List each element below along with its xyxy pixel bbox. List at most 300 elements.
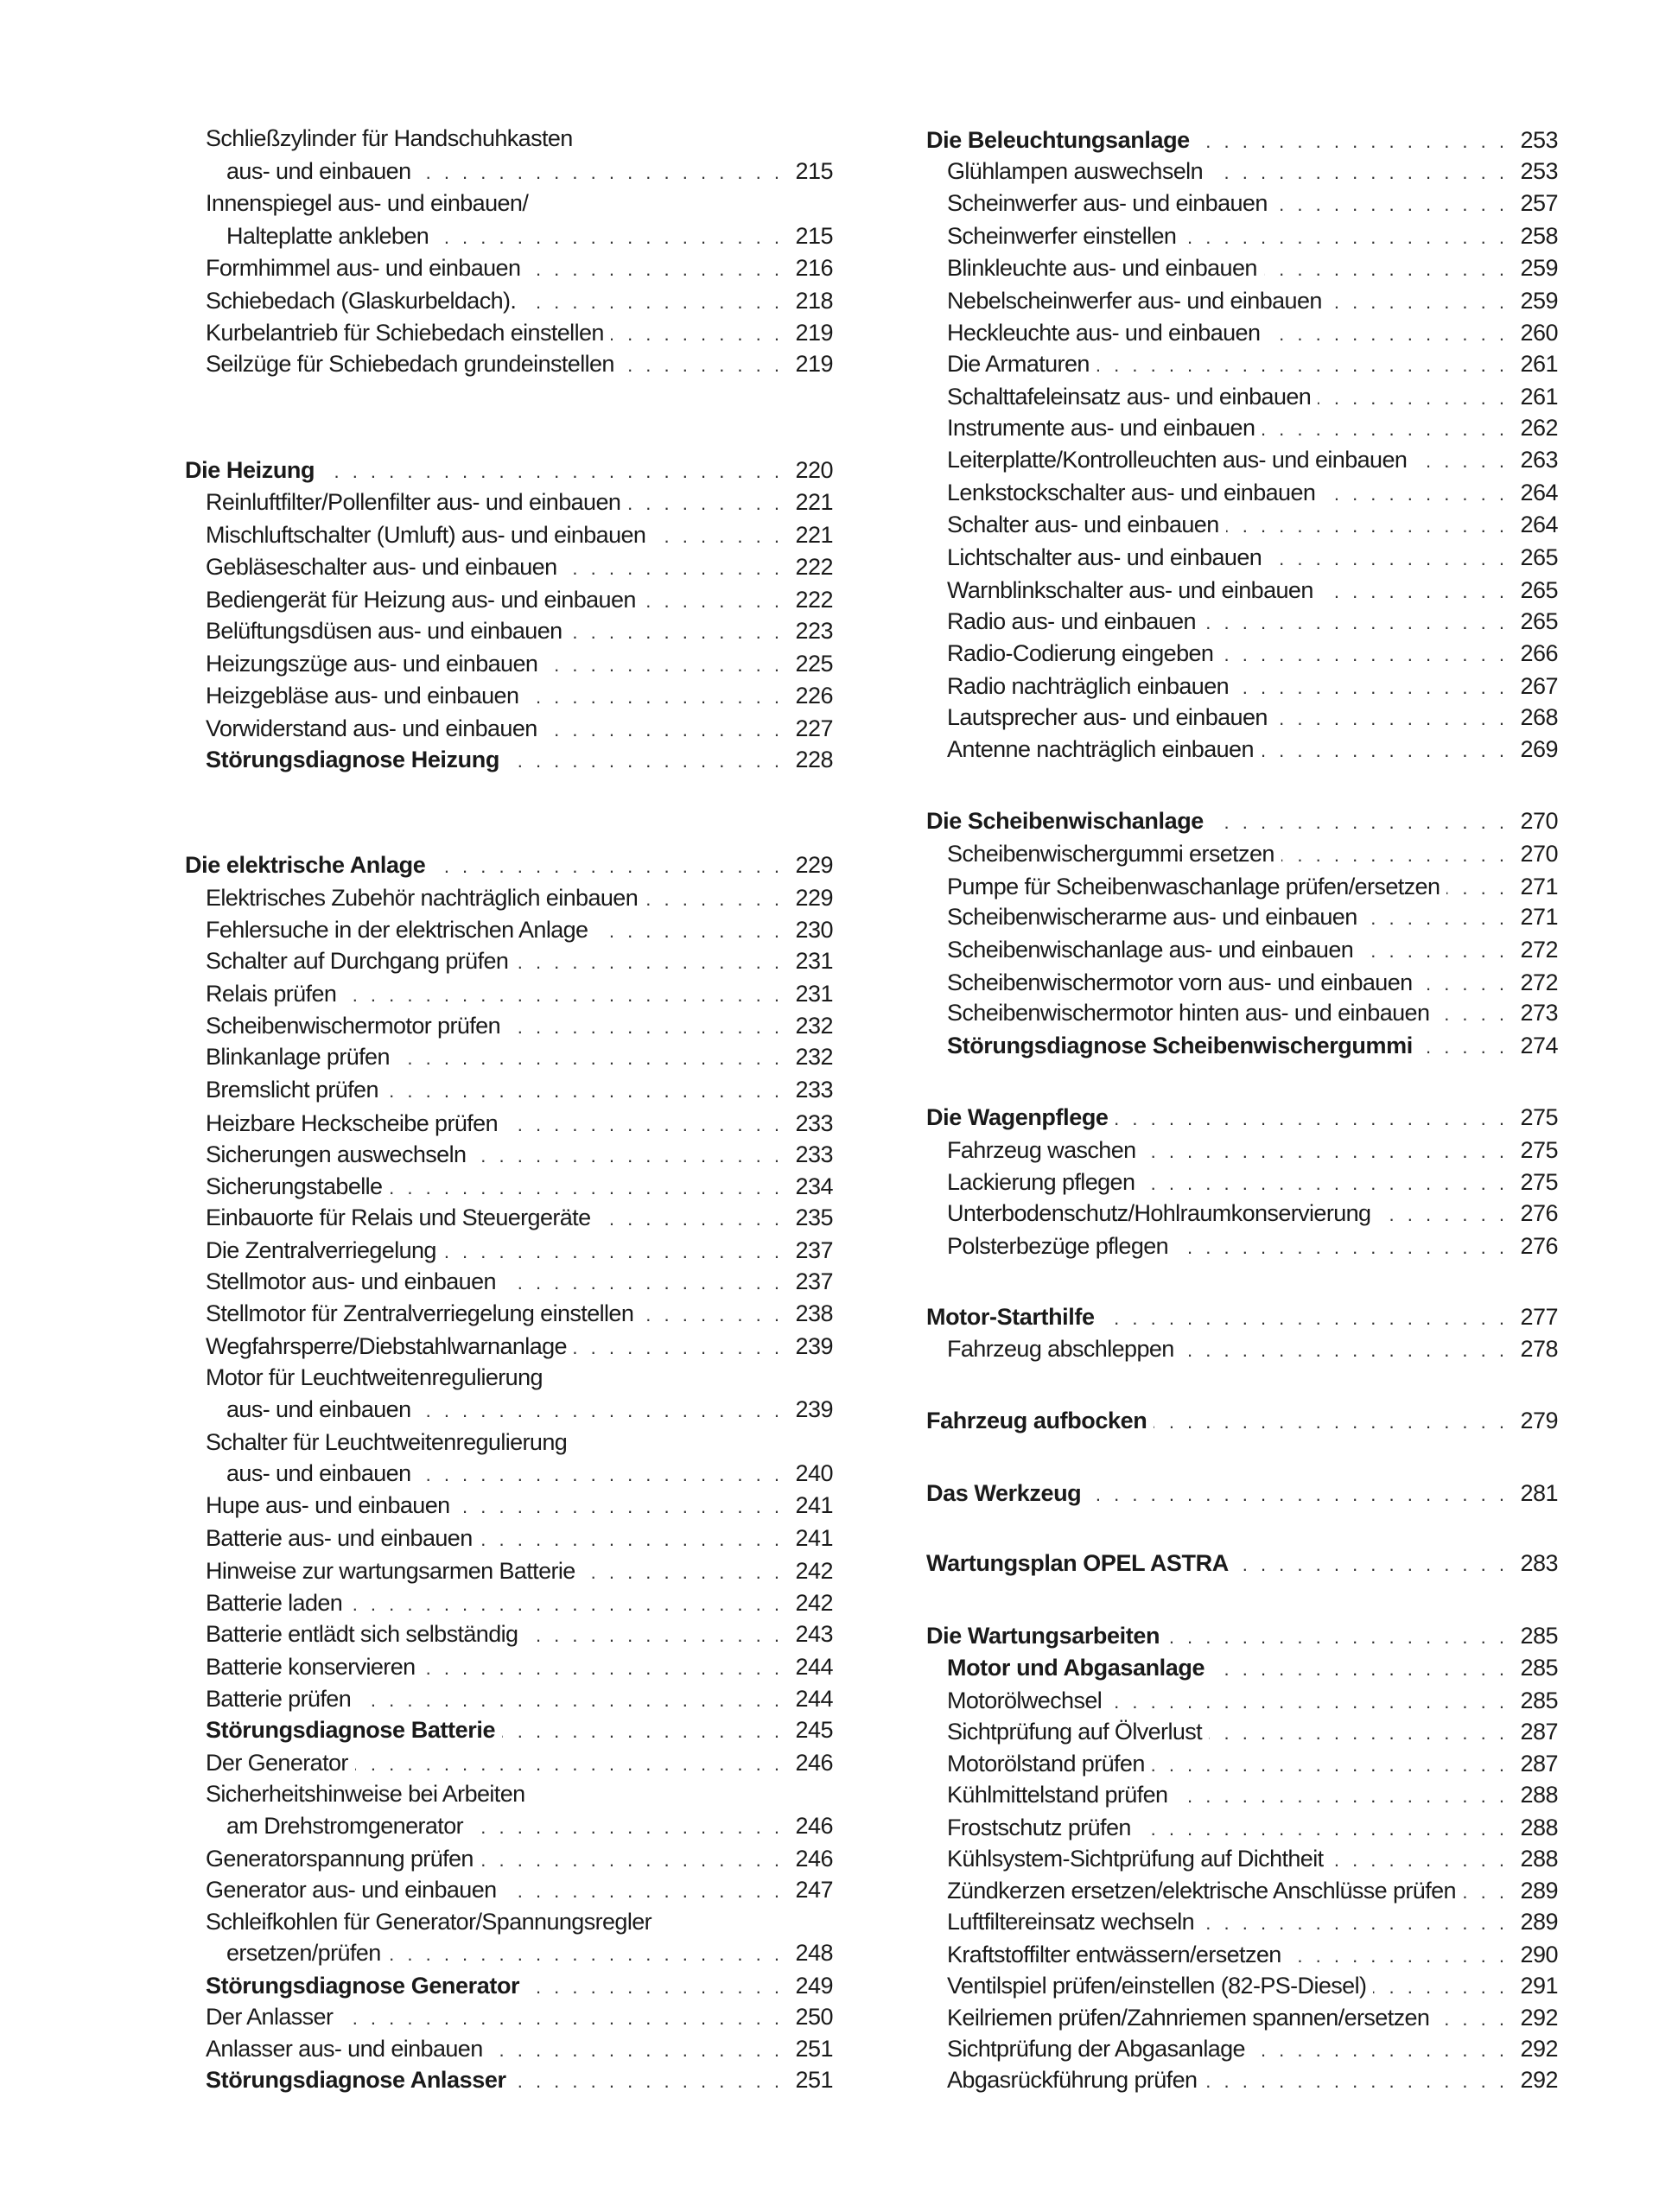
entry-title: Generator aus- und einbauen	[206, 1877, 497, 1903]
entry-title: Batterie prüfen	[206, 1686, 352, 1712]
entry-title: Stellmotor aus- und einbauen	[206, 1268, 496, 1294]
dot-leader	[1220, 639, 1504, 671]
page-number: 257	[1520, 190, 1558, 216]
page-number: 219	[795, 351, 833, 377]
dot-leader	[1203, 607, 1504, 639]
entry-title: Störungsdiagnose Anlasser	[206, 2067, 506, 2093]
toc-entry-heizbare-heckscheibe-pruefen[interactable]	[185, 1108, 833, 1139]
page-number: 246	[795, 1846, 833, 1872]
entry-title: Sichtprüfung auf Ölverlust	[947, 1719, 1203, 1745]
dot-leader	[1143, 1136, 1504, 1167]
toc-entry-nebelscheinwerfer-aus-und-einbauen[interactable]	[926, 285, 1558, 316]
dot-leader	[385, 1076, 779, 1107]
toc-entry-abgasrueckfuehrung-pruefen[interactable]	[926, 2064, 1558, 2095]
toc-entry-motoroelwechsel[interactable]	[926, 1685, 1558, 1716]
toc-entry-halteplatte-ankleben[interactable]	[185, 220, 833, 251]
entry-title: Fahrzeug aufbocken	[926, 1408, 1147, 1433]
toc-entry-lautsprecher-aus-und-einbauen[interactable]	[926, 702, 1558, 733]
toc-entry-hinweise-zur-wartungsarmen-batterie[interactable]	[185, 1555, 833, 1586]
toc-entry-fehlersuche-in-der-elektrischen-anlage[interactable]	[185, 914, 833, 945]
toc-entry-reinluftfilter-pollenfilter-aus-und-einbauen[interactable]	[185, 486, 833, 518]
toc-entry-aus-und-einbauen[interactable]	[185, 1458, 833, 1489]
entry-title: Lichtschalter aus- und einbauen	[947, 544, 1262, 570]
entry-title: Schalter für Leuchtweitenregulierung	[206, 1429, 568, 1455]
dot-leader	[321, 456, 779, 487]
toc-entry-heizungszuege-aus-und-einbauen[interactable]	[185, 648, 833, 679]
entry-title: Stellmotor für Zentralverriegelung einstellen	[206, 1300, 634, 1326]
dot-leader	[1096, 350, 1504, 381]
entry-title: Störungsdiagnose Heizung	[206, 747, 499, 772]
toc-entry-scheibenwischermotor-vorn-aus-und-einbauen[interactable]	[926, 967, 1558, 998]
page-number: 276	[1520, 1200, 1558, 1226]
toc-entry-der-anlasser[interactable]	[185, 2001, 833, 2032]
toc-entry-kuehlsystem-sichtpruefung-auf-dichtheit[interactable]	[926, 1843, 1558, 1874]
toc-entry-sicherheitshinweise-bei-arbeiten[interactable]	[185, 1778, 833, 1809]
toc-entry-fahrzeug-waschen[interactable]	[926, 1135, 1558, 1166]
toc-chapter-die-heizung[interactable]	[185, 454, 833, 486]
toc-entry-lenkstockschalter-aus-und-einbauen[interactable]	[926, 477, 1558, 508]
toc-entry-fahrzeug-abschleppen[interactable]	[926, 1333, 1558, 1364]
toc-entry-kraftstoffilter-entwaessern-ersetzen[interactable]	[926, 1939, 1558, 1970]
toc-entry-batterie-pruefen[interactable]	[185, 1683, 833, 1714]
page-number: 221	[795, 489, 833, 515]
entry-title: Lautsprecher aus- und einbauen	[947, 704, 1268, 730]
page-number: 225	[795, 651, 833, 677]
toc-entry-pumpe-fuer-scheibenwaschanlage-pruefen-ersetzen[interactable]	[926, 871, 1558, 902]
toc-entry-stellmotor-fuer-zentralverriegelung-einstellen[interactable]	[185, 1298, 833, 1329]
toc-entry-mischluftschalter-umluft-aus-und-einbauen[interactable]	[185, 519, 833, 550]
entry-title: Scheibenwischergummi ersetzen	[947, 841, 1274, 867]
page-number: 251	[795, 2036, 833, 2062]
page-number: 218	[795, 288, 833, 314]
page-number: 231	[795, 948, 833, 974]
dot-leader	[1141, 1168, 1504, 1199]
toc-entry-scheinwerfer-einstellen[interactable]	[926, 220, 1558, 251]
toc-entry-generator-aus-und-einbauen[interactable]	[185, 1874, 833, 1905]
toc-entry-vorwiderstand-aus-und-einbauen[interactable]	[185, 713, 833, 744]
page-number: 232	[795, 1013, 833, 1039]
page-number: 215	[795, 158, 833, 184]
dot-leader	[1154, 1407, 1504, 1438]
page-number: 245	[795, 1717, 833, 1743]
toc-chapter-die-scheibenwischanlage[interactable]	[926, 805, 1558, 836]
toc-entry-heckleuchte-aus-und-einbauen[interactable]	[926, 317, 1558, 348]
toc-entry-der-generator[interactable]	[185, 1747, 833, 1778]
page-number: 230	[795, 917, 833, 943]
toc-entry-scheibenwischerarme-aus-und-einbauen[interactable]	[926, 901, 1558, 932]
page-number: 270	[1520, 841, 1558, 867]
toc-entry-bremslicht-pruefen[interactable]	[185, 1074, 833, 1105]
page-number: 249	[795, 1973, 833, 1999]
toc-entry-schleifkohlen-fuer-generator-spannungsregler[interactable]	[185, 1906, 833, 1937]
page-number: 242	[795, 1558, 833, 1584]
toc-chapter-motor-starthilfe[interactable]	[926, 1301, 1558, 1332]
dot-leader	[1197, 126, 1504, 157]
page-number: 239	[795, 1396, 833, 1422]
entry-title: Scheinwerfer einstellen	[947, 223, 1177, 249]
toc-entry-sichtpruefung-auf-oelverlust[interactable]	[926, 1716, 1558, 1747]
page-number: 273	[1520, 1000, 1558, 1026]
toc-entry-anlasser-aus-und-einbauen[interactable]	[185, 2033, 833, 2064]
page-number: 263	[1520, 447, 1558, 473]
entry-title: Schiebedach (Glaskurbeldach).	[206, 288, 517, 314]
toc-entry-schalttafeleinsatz-aus-und-einbauen[interactable]	[926, 381, 1558, 412]
entry-title: Batterie konservieren	[206, 1654, 416, 1680]
toc-entry-schalter-auf-durchgang-pruefen[interactable]	[185, 945, 833, 976]
entry-title: aus- und einbauen	[226, 158, 411, 184]
dot-leader	[611, 319, 779, 350]
entry-title: Belüftungsdüsen aus- und einbauen	[206, 618, 563, 644]
dot-leader	[423, 1653, 779, 1684]
page-number: 264	[1520, 480, 1558, 505]
dot-leader	[1211, 1654, 1504, 1685]
entry-title: Frostschutz prüfen	[947, 1815, 1131, 1840]
page-number: 265	[1520, 608, 1558, 634]
entry-title: Batterie entlädt sich selbständig	[206, 1621, 518, 1647]
entry-title: Anlasser aus- und einbauen	[206, 2036, 483, 2062]
dot-leader	[544, 715, 779, 746]
dot-leader	[389, 1173, 779, 1204]
toc-entry-aus-und-einbauen[interactable]	[185, 156, 833, 187]
dot-leader	[1320, 576, 1504, 607]
toc-chapter-wartungsplan-opel-astra[interactable]	[926, 1548, 1558, 1579]
page-number: 232	[795, 1044, 833, 1070]
entry-title: aus- und einbauen	[226, 1396, 411, 1422]
page-number: 264	[1520, 512, 1558, 537]
entry-title: Bediengerät für Heizung aus- und einbauen	[206, 587, 636, 613]
entry-title: Innenspiegel aus- und einbauen/	[206, 190, 529, 216]
entry-title: Relais prüfen	[206, 981, 337, 1007]
toc-entry-lichtschalter-aus-und-einbauen[interactable]	[926, 542, 1558, 573]
page-number: 237	[795, 1237, 833, 1263]
dot-leader	[418, 157, 780, 188]
dot-leader	[340, 2003, 779, 2034]
dot-leader	[1274, 703, 1504, 734]
page-number: 234	[795, 1173, 833, 1199]
page-number: 272	[1520, 969, 1558, 995]
entry-title: Lackierung pflegen	[947, 1169, 1135, 1195]
page-number: 265	[1520, 577, 1558, 603]
dot-leader	[640, 1300, 779, 1331]
dot-leader	[594, 916, 779, 947]
page-number: 243	[795, 1621, 833, 1647]
page-number: 220	[795, 457, 833, 483]
toc-entry-stellmotor-aus-und-einbauen[interactable]	[185, 1266, 833, 1297]
dot-leader	[507, 1012, 779, 1043]
page-number: 227	[795, 715, 833, 741]
toc-entry-schiebedach-glaskurbeldach[interactable]	[185, 285, 833, 316]
dot-leader	[388, 1939, 779, 1970]
dot-leader	[1322, 479, 1504, 510]
dot-leader	[526, 1972, 779, 2003]
toc-entry-scheibenwischergummi-ersetzen[interactable]	[926, 838, 1558, 869]
dot-leader	[569, 617, 779, 648]
entry-title: Unterbodenschutz/Hohlraumkonservierung	[947, 1200, 1371, 1226]
page-number: 244	[795, 1654, 833, 1680]
dot-leader	[1174, 1781, 1504, 1812]
dot-leader	[1281, 840, 1504, 871]
toc-entry-geblaeseschalter-aus-und-einbauen[interactable]	[185, 551, 833, 582]
toc-entry-instrumente-aus-und-einbauen[interactable]	[926, 412, 1558, 443]
page-number: 226	[795, 683, 833, 709]
entry-title: Heizgebläse aus- und einbauen	[206, 683, 519, 709]
dot-leader	[1209, 1718, 1504, 1749]
entry-title: Scheibenwischermotor prüfen	[206, 1013, 500, 1039]
entry-title: Schalttafeleinsatz aus- und einbauen	[947, 384, 1312, 410]
page-number: 253	[1520, 158, 1558, 184]
toc-chapter-fahrzeug-aufbocken[interactable]	[926, 1405, 1558, 1436]
page-number: 271	[1520, 904, 1558, 930]
toc-chapter-die-wagenpflege[interactable]	[926, 1102, 1558, 1133]
entry-title: Motor-Starthilfe	[926, 1304, 1095, 1330]
page-number: 248	[795, 1940, 833, 1966]
page-number: 266	[1520, 640, 1558, 666]
toc-entry-elektrisches-zubehoer-nachtraeglich-einbauen[interactable]	[185, 882, 833, 913]
toc-entry-lackierung-pflegen[interactable]	[926, 1166, 1558, 1198]
dot-leader	[1109, 1687, 1504, 1718]
page-number: 219	[795, 320, 833, 346]
entry-title: Die Beleuchtungsanlage	[926, 127, 1190, 153]
page-number: 222	[795, 587, 833, 613]
toc-entry-aus-und-einbauen[interactable]	[185, 1394, 833, 1425]
page-number: 241	[795, 1492, 833, 1518]
toc-entry-sicherungen-auswechseln[interactable]	[185, 1139, 833, 1170]
toc-entry-leiterplatte-kontrolleuchten-aus-und-einbauen[interactable]	[926, 444, 1558, 475]
toc-entry-gluehlampen-auswechseln[interactable]	[926, 156, 1558, 187]
toc-entry-heizgeblaese-aus-und-einbauen[interactable]	[185, 680, 833, 711]
toc-entry-die-zentralverriegelung[interactable]	[185, 1235, 833, 1266]
toc-entry-zuendkerzen-ersetzen-elektrische-anschluesse-pruefen[interactable]	[926, 1875, 1558, 1906]
page-number: 241	[795, 1525, 833, 1551]
toc-entry-batterie-konservieren[interactable]	[185, 1651, 833, 1682]
entry-title: Mischluftschalter (Umluft) aus- und einbauen	[206, 522, 646, 548]
entry-title: Wegfahrsperre/Diebstahlwarnanlage	[206, 1333, 567, 1359]
dot-leader	[564, 553, 780, 584]
toc-entry-seilzuege-fuer-schiebedach-grundeinstellen[interactable]	[185, 348, 833, 379]
page-number: 287	[1520, 1719, 1558, 1745]
toc-entry-stoerungsdiagnose-batterie[interactable]	[185, 1714, 833, 1745]
dot-leader	[506, 746, 779, 777]
page-number: 267	[1520, 673, 1558, 699]
entry-title: Störungsdiagnose Generator	[206, 1973, 520, 1999]
page-number: 237	[795, 1268, 833, 1294]
dot-leader	[1420, 969, 1504, 1000]
entry-title: Batterie laden	[206, 1590, 343, 1616]
toc-entry-frostschutz-pruefen[interactable]	[926, 1812, 1558, 1843]
toc-entry-schliesszylinder-fuer-handschuhkasten[interactable]	[185, 123, 833, 154]
dot-leader	[544, 650, 779, 681]
entry-title: Heckleuchte aus- und einbauen	[947, 320, 1261, 346]
toc-entry-warnblinkschalter-aus-und-einbauen[interactable]	[926, 575, 1558, 606]
dot-leader	[1204, 2066, 1504, 2097]
dot-leader	[473, 1141, 779, 1172]
page-number: 233	[795, 1077, 833, 1103]
toc-entry-motor-fuer-leuchtweitenregulierung[interactable]	[185, 1362, 833, 1393]
entry-title: Instrumente aus- und einbauen	[947, 415, 1255, 441]
entry-title: Der Anlasser	[206, 2004, 334, 2030]
toc-entry-unterbodenschutz-hohlraumkonservierung[interactable]	[926, 1198, 1558, 1229]
toc-entry-radio-aus-und-einbauen[interactable]	[926, 606, 1558, 637]
entry-title: Störungsdiagnose Scheibenwischergummi	[947, 1033, 1413, 1058]
toc-entry-blinkleuchte-aus-und-einbauen[interactable]	[926, 252, 1558, 283]
toc-entry-kurbelantrieb-fuer-schiebedach-einstellen[interactable]	[185, 317, 833, 348]
toc-entry-kuehlmittelstand-pruefen[interactable]	[926, 1779, 1558, 1810]
page-number: 269	[1520, 736, 1558, 762]
dot-leader	[349, 1589, 779, 1620]
toc-entry-belueftungsduesen-aus-und-einbauen[interactable]	[185, 615, 833, 646]
dot-leader	[1329, 287, 1504, 318]
page-number: 240	[795, 1460, 833, 1486]
toc-entry-sichtpruefung-der-abgasanlage[interactable]	[926, 2033, 1558, 2064]
toc-entry-stoerungsdiagnose-generator[interactable]	[185, 1970, 833, 2001]
dot-leader	[525, 682, 779, 713]
entry-title: am Drehstromgenerator	[226, 1813, 464, 1839]
entry-title: Motorölstand prüfen	[947, 1751, 1145, 1777]
toc-entry-scheibenwischermotor-hinten-aus-und-einbauen[interactable]	[926, 997, 1558, 1028]
entry-title: ersetzen/prüfen	[226, 1940, 381, 1966]
toc-chapter-die-wartungsarbeiten[interactable]	[926, 1620, 1558, 1651]
page-number: 258	[1520, 223, 1558, 249]
dot-leader	[1436, 999, 1504, 1030]
dot-leader	[652, 521, 779, 552]
dot-leader	[504, 1876, 779, 1907]
toc-entry-batterie-laden[interactable]	[185, 1587, 833, 1618]
toc-entry-relais-pruefen[interactable]	[185, 978, 833, 1009]
page-number: 231	[795, 981, 833, 1007]
page-number: 275	[1520, 1169, 1558, 1195]
page-number: 288	[1520, 1815, 1558, 1840]
toc-entry-scheinwerfer-aus-und-einbauen[interactable]	[926, 188, 1558, 219]
toc-entry-batterie-aus-und-einbauen[interactable]	[185, 1522, 833, 1554]
toc-entry-radio-nachtraeglich-einbauen[interactable]	[926, 671, 1558, 702]
toc-entry-ersetzen-pruefen[interactable]	[185, 1937, 833, 1968]
page-number: 239	[795, 1333, 833, 1359]
dot-leader	[1181, 1335, 1504, 1366]
toc-entry-generatorspannung-pruefen[interactable]	[185, 1843, 833, 1874]
dot-leader	[1088, 1479, 1504, 1510]
toc-entry-schalter-fuer-leuchtweitenregulierung[interactable]	[185, 1427, 833, 1458]
dot-leader	[643, 586, 779, 617]
page-number: 229	[795, 885, 833, 911]
dot-leader	[1264, 254, 1504, 285]
dot-leader	[1201, 1908, 1504, 1939]
dot-leader	[397, 1043, 779, 1074]
page-number: 229	[795, 852, 833, 878]
entry-title: Scheibenwischermotor hinten aus- und einbauen	[947, 1000, 1430, 1026]
toc-entry-die-armaturen[interactable]	[926, 348, 1558, 379]
toc-entry-stoerungsdiagnose-scheibenwischergummi[interactable]	[926, 1030, 1558, 1061]
toc-chapter-das-werkzeug[interactable]	[926, 1478, 1558, 1509]
toc-entry-sicherungstabelle[interactable]	[185, 1171, 833, 1202]
toc-entry-bediengeraet-fuer-heizung-aus-und-einbauen[interactable]	[185, 584, 833, 615]
entry-title: Glühlampen auswechseln	[947, 158, 1203, 184]
toc-entry-wegfahrsperre-diebstahlwarnanlage[interactable]	[185, 1331, 833, 1362]
dot-leader	[1268, 543, 1504, 575]
dot-leader	[1116, 1103, 1504, 1135]
entry-title: Elektrisches Zubehör nachträglich einbauen	[206, 885, 639, 911]
toc-entry-antenne-nachtraeglich-einbauen[interactable]	[926, 734, 1558, 765]
page-number: 238	[795, 1300, 833, 1326]
toc-entry-stoerungsdiagnose-anlasser[interactable]	[185, 2064, 833, 2095]
toc-entry-ventilspiel-pruefen-einstellen-82-ps-diesel[interactable]	[926, 1970, 1558, 2001]
entry-title: Halteplatte ankleben	[226, 223, 429, 249]
dot-leader	[515, 947, 779, 978]
entry-title: Bremslicht prüfen	[206, 1077, 378, 1103]
toc-left-column	[185, 0, 833, 2212]
entry-title: Das Werkzeug	[926, 1480, 1082, 1506]
toc-entry-motor-und-abgasanlage[interactable]	[926, 1652, 1558, 1683]
page-number: 288	[1520, 1846, 1558, 1872]
page-number: 262	[1520, 415, 1558, 441]
page-number: 285	[1520, 1655, 1558, 1681]
toc-entry-keilriemen-pruefen-zahnriemen-spannen-ersetzen[interactable]	[926, 2002, 1558, 2033]
dot-leader	[1420, 1032, 1504, 1063]
entry-title: Kühlmittelstand prüfen	[947, 1782, 1168, 1808]
entry-title: Die elektrische Anlage	[185, 852, 426, 878]
toc-entry-einbauorte-fuer-relais-und-steuergeraete[interactable]	[185, 1202, 833, 1233]
page-number: 292	[1520, 2067, 1558, 2093]
entry-title: Vorwiderstand aus- und einbauen	[206, 715, 537, 741]
entry-title: Schleifkohlen für Generator/Spannungsregler	[206, 1909, 652, 1935]
toc-entry-luftfiltereinsatz-wechseln[interactable]	[926, 1906, 1558, 1937]
dot-leader	[1288, 1941, 1504, 1972]
toc-entry-scheibenwischermotor-pruefen[interactable]	[185, 1010, 833, 1041]
page-number: 268	[1520, 704, 1558, 730]
entry-title: Schalter aus- und einbauen	[947, 512, 1219, 537]
dot-leader	[1236, 1549, 1504, 1580]
dot-leader	[470, 1812, 779, 1843]
dot-leader	[527, 254, 779, 285]
entry-title: Fehlersuche in der elektrischen Anlage	[206, 917, 588, 943]
dot-leader	[582, 1557, 779, 1588]
entry-title: Störungsdiagnose Batterie	[206, 1717, 496, 1743]
toc-entry-schalter-aus-und-einbauen[interactable]	[926, 509, 1558, 540]
entry-title: Antenne nachträglich einbauen	[947, 736, 1254, 762]
page-number: 278	[1520, 1336, 1558, 1362]
dot-leader	[1211, 807, 1504, 838]
toc-entry-scheibenwischanlage-aus-und-einbauen[interactable]	[926, 934, 1558, 965]
page-number: 289	[1520, 1909, 1558, 1935]
page-number: 281	[1520, 1480, 1558, 1506]
dot-leader	[1414, 446, 1504, 477]
entry-title: Blinkleuchte aus- und einbauen	[947, 255, 1257, 281]
toc-entry-formhimmel-aus-und-einbauen[interactable]	[185, 252, 833, 283]
entry-title: Fahrzeug abschleppen	[947, 1336, 1174, 1362]
toc-entry-radio-codierung-eingeben[interactable]	[926, 638, 1558, 669]
entry-title: Scheinwerfer aus- und einbauen	[947, 190, 1268, 216]
page-number: 283	[1520, 1550, 1558, 1576]
toc-entry-am-drehstromgenerator[interactable]	[185, 1810, 833, 1841]
toc-entry-innenspiegel-aus-und-einbauen[interactable]	[185, 188, 833, 219]
page-number: 216	[795, 255, 833, 281]
toc-chapter-die-elektrische-anlage[interactable]	[185, 849, 833, 880]
toc-entry-polsterbezuege-pflegen[interactable]	[926, 1230, 1558, 1262]
page-number: 279	[1520, 1408, 1558, 1433]
toc-entry-batterie-entlaedt-sich-selbstaendig[interactable]	[185, 1618, 833, 1649]
toc-entry-stoerungsdiagnose-heizung[interactable]	[185, 744, 833, 775]
dot-leader	[457, 1491, 779, 1522]
toc-entry-blinkanlage-pruefen[interactable]	[185, 1041, 833, 1072]
dot-leader	[1261, 735, 1504, 766]
toc-entry-motoroelstand-pruefen[interactable]	[926, 1748, 1558, 1779]
page-number: 251	[795, 2067, 833, 2093]
toc-entry-hupe-aus-und-einbauen[interactable]	[185, 1490, 833, 1521]
dot-leader	[627, 488, 779, 519]
dot-leader	[418, 1395, 780, 1427]
entry-title: Motorölwechsel	[947, 1688, 1103, 1713]
entry-title: Heizbare Heckscheibe prüfen	[206, 1110, 498, 1136]
toc-chapter-die-beleuchtungsanlage[interactable]	[926, 124, 1558, 156]
